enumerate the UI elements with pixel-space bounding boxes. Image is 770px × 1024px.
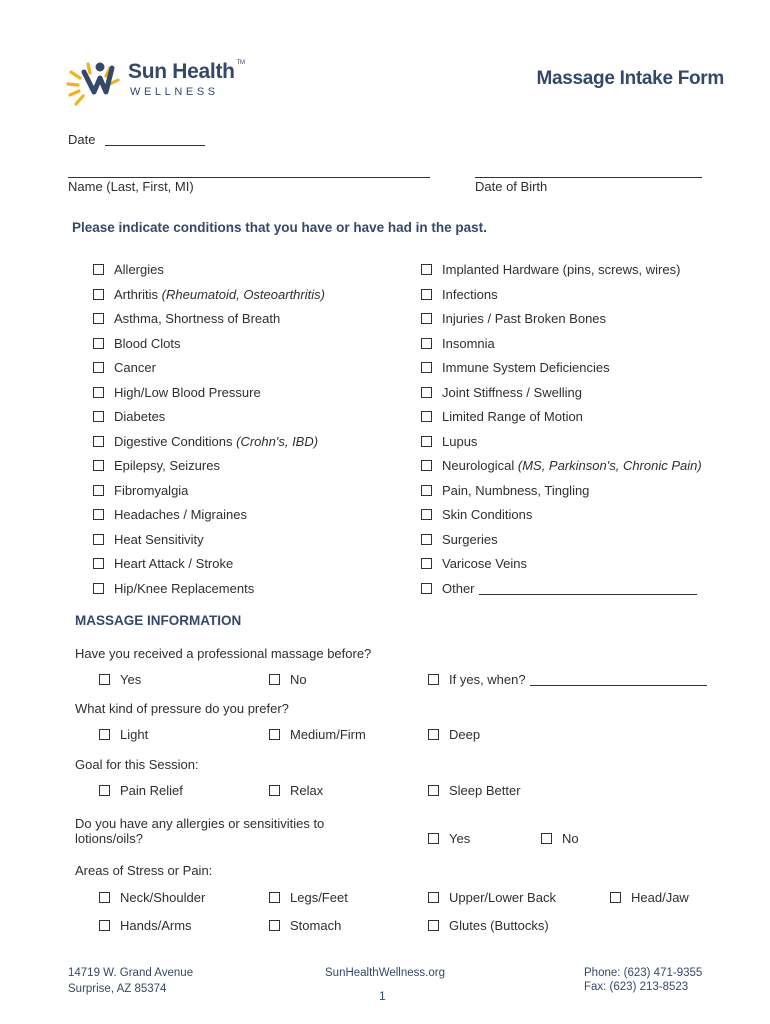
condition-label: Immune System Deficiencies [442, 360, 610, 375]
checkbox-icon[interactable] [421, 313, 432, 324]
checkbox-icon[interactable] [421, 289, 432, 300]
condition-label: Insomnia [442, 335, 495, 351]
checkbox-condition-right-9[interactable] [421, 483, 589, 498]
condition-label: Surgeries [442, 531, 498, 547]
condition-label: Lupus [442, 433, 478, 449]
condition-label: Joint Stiffness / Swelling [442, 384, 582, 400]
checkbox-massage-when[interactable]: If yes, when? [428, 672, 707, 687]
checkbox-condition-right-1[interactable] [421, 287, 498, 302]
checkbox-icon[interactable] [99, 674, 110, 685]
page-number: 1 [379, 989, 386, 1003]
checkbox-area-legs[interactable]: Legs/Feet [269, 890, 348, 905]
condition-note: (Crohn's, IBD) [236, 433, 319, 449]
checkbox-condition-right-2[interactable] [421, 311, 606, 326]
checkbox-area-glutes[interactable]: Glutes (Buttocks) [428, 918, 549, 933]
checkbox-icon[interactable] [428, 920, 439, 931]
name-label: Name (Last, First, MI) [68, 179, 194, 194]
checkbox-icon[interactable] [610, 892, 621, 903]
condition-label: Fibromyalgia [114, 482, 189, 498]
checkbox-icon[interactable] [93, 411, 104, 422]
checkbox-massage-no[interactable]: No [269, 672, 307, 687]
checkbox-icon[interactable] [421, 460, 432, 471]
condition-label: Skin Conditions [442, 507, 533, 522]
footer-address-line2: Surprise, AZ 85374 [68, 983, 167, 995]
checkbox-condition-right-5[interactable] [421, 385, 582, 400]
checkbox-icon[interactable] [269, 920, 280, 931]
condition-label: Neurological [442, 458, 518, 473]
condition-label: Epilepsy, Seizures [114, 458, 220, 473]
checkbox-area-head[interactable]: Head/Jaw [610, 890, 689, 905]
checkbox-pressure-light[interactable]: Light [99, 727, 148, 742]
checkbox-icon[interactable] [428, 785, 439, 796]
checkbox-condition-left-0[interactable] [93, 262, 164, 277]
date-blank[interactable] [105, 145, 205, 146]
checkbox-pressure-medium[interactable]: Medium/Firm [269, 727, 366, 742]
condition-label: Injuries / Past Broken Bones [442, 311, 607, 326]
checkbox-icon[interactable] [93, 387, 104, 398]
checkbox-icon[interactable] [428, 892, 439, 903]
dob-field-line[interactable] [475, 177, 702, 178]
q-areas: Areas of Stress or Pain: [75, 863, 213, 878]
checkbox-icon[interactable] [421, 509, 432, 520]
condition-label: Heart Attack / Stroke [114, 556, 234, 571]
checkbox-area-stomach[interactable]: Stomach [269, 918, 341, 933]
checkbox-massage-yes[interactable]: Yes [99, 672, 141, 687]
checkbox-area-back[interactable]: Upper/Lower Back [428, 890, 556, 905]
condition-label: Pain, Numbness, Tingling [442, 482, 590, 498]
checkbox-icon[interactable] [93, 436, 104, 447]
checkbox-icon[interactable] [99, 729, 110, 740]
when-blank[interactable] [530, 685, 707, 686]
date-label: Date [68, 132, 96, 147]
logo [66, 58, 266, 108]
checkbox-condition-right-4[interactable] [421, 360, 610, 375]
checkbox-condition-left-7[interactable] [93, 434, 318, 449]
checkbox-icon[interactable] [428, 729, 439, 740]
condition-label: Blood Clots [114, 335, 181, 351]
checkbox-pressure-deep[interactable]: Deep [428, 727, 480, 742]
checkbox-icon[interactable] [269, 785, 280, 796]
checkbox-icon[interactable] [541, 833, 552, 844]
checkbox-icon[interactable] [421, 485, 432, 496]
q-allergies-line2: lotions/oils? [75, 831, 143, 846]
condition-label: Allergies [114, 262, 164, 277]
condition-label: Implanted Hardware (pins, screws, wires) [442, 262, 681, 277]
checkbox-icon[interactable] [269, 674, 280, 685]
condition-note: (MS, Parkinson's, Chronic Pain) [517, 458, 702, 473]
checkbox-icon[interactable] [421, 264, 432, 275]
condition-note: (Rheumatoid, Osteoarthritis) [161, 286, 325, 302]
checkbox-condition-left-2[interactable] [93, 311, 280, 326]
checkbox-condition-left-3[interactable] [93, 336, 180, 351]
checkbox-icon[interactable] [421, 436, 432, 447]
trademark-mark: TM [236, 60, 245, 66]
checkbox-area-hands[interactable]: Hands/Arms [99, 918, 192, 933]
checkbox-icon[interactable] [421, 387, 432, 398]
condition-label: Infections [442, 286, 498, 302]
footer-address-line1: 14719 W. Grand Avenue [68, 967, 194, 979]
checkbox-condition-right-12[interactable] [421, 556, 527, 571]
checkbox-icon[interactable] [99, 785, 110, 796]
checkbox-condition-left-9[interactable] [93, 483, 188, 498]
checkbox-icon[interactable] [93, 313, 104, 324]
checkbox-condition-left-6[interactable] [93, 409, 165, 424]
condition-label: Limited Range of Motion [442, 409, 583, 424]
footer-website[interactable]: SunHealthWellness.org [325, 967, 445, 979]
footer-fax: Fax: (623) 213-8523 [584, 981, 689, 993]
checkbox-icon[interactable] [93, 362, 104, 373]
logo-text-sun-health: Sun Health ™ [128, 60, 245, 83]
q-pressure: What kind of pressure do you prefer? [75, 701, 289, 716]
checkbox-icon[interactable] [99, 892, 110, 903]
checkbox-condition-right-0[interactable] [421, 262, 680, 277]
checkbox-icon[interactable] [421, 362, 432, 373]
checkbox-condition-left-12[interactable] [93, 556, 233, 571]
condition-label: Hip/Knee Replacements [114, 580, 255, 596]
checkbox-icon[interactable] [93, 583, 104, 594]
checkbox-condition-left-4[interactable] [93, 360, 156, 375]
checkbox-icon[interactable] [421, 411, 432, 422]
condition-label: Arthritis [114, 286, 162, 302]
condition-label: Varicose Veins [442, 556, 528, 571]
massage-info-heading: MASSAGE INFORMATION [75, 613, 242, 628]
checkbox-area-neck[interactable]: Neck/Shoulder [99, 890, 205, 905]
condition-label: Headaches / Migraines [114, 507, 247, 522]
name-field-line[interactable] [68, 177, 430, 178]
dob-label: Date of Birth [475, 179, 548, 194]
checkbox-icon[interactable] [269, 892, 280, 903]
checkbox-icon[interactable] [269, 729, 280, 740]
checkbox-icon[interactable] [421, 558, 432, 569]
other-blank[interactable] [479, 594, 697, 595]
sun-health-logo-icon [66, 58, 128, 108]
form-title: Massage Intake Form [536, 68, 724, 89]
checkbox-goal-sleep[interactable]: Sleep Better [428, 783, 521, 798]
checkbox-icon[interactable] [421, 338, 432, 349]
checkbox-icon[interactable] [99, 920, 110, 931]
checkbox-icon[interactable] [93, 460, 104, 471]
condition-label: Heat Sensitivity [114, 531, 204, 547]
condition-label: Digestive Conditions [114, 433, 237, 449]
condition-label: Diabetes [114, 409, 166, 424]
q-goal: Goal for this Session: [75, 757, 199, 772]
checkbox-goal-relax[interactable]: Relax [269, 783, 323, 798]
checkbox-condition-left-10[interactable] [93, 507, 247, 522]
checkbox-icon[interactable] [93, 558, 104, 569]
conditions-heading: Please indicate conditions that you have or have had in the past. [72, 220, 487, 235]
checkbox-condition-right-11[interactable] [421, 532, 498, 547]
date-field[interactable] [68, 132, 205, 147]
checkbox-icon[interactable] [421, 534, 432, 545]
checkbox-condition-right-8[interactable] [421, 458, 702, 473]
checkbox-condition-right-7[interactable] [421, 434, 477, 449]
checkbox-icon[interactable] [93, 534, 104, 545]
checkbox-allergies-yes[interactable]: Yes [428, 831, 470, 846]
checkbox-condition-left-13[interactable] [93, 581, 254, 596]
checkbox-condition-left-11[interactable] [93, 532, 204, 547]
checkbox-icon[interactable] [93, 264, 104, 275]
checkbox-icon[interactable] [93, 289, 104, 300]
checkbox-allergies-no[interactable]: No [541, 831, 579, 846]
checkbox-condition-right-13[interactable] [421, 581, 697, 596]
checkbox-condition-left-8[interactable] [93, 458, 220, 473]
footer-phone: Phone: (623) 471-9355 [584, 967, 703, 979]
logo-text-wellness: WELLNESS [130, 86, 219, 98]
checkbox-icon[interactable] [421, 583, 432, 594]
checkbox-condition-right-10[interactable] [421, 507, 532, 522]
condition-label: Asthma, Shortness of Breath [114, 311, 281, 326]
q-previous-massage: Have you received a professional massage before? [75, 646, 372, 661]
checkbox-icon[interactable] [93, 485, 104, 496]
checkbox-condition-right-6[interactable] [421, 409, 583, 424]
checkbox-goal-pain-relief[interactable]: Pain Relief [99, 783, 183, 798]
condition-label: Other [442, 580, 475, 596]
checkbox-condition-right-3[interactable] [421, 336, 495, 351]
checkbox-condition-left-5[interactable] [93, 385, 261, 400]
checkbox-icon[interactable] [93, 338, 104, 349]
checkbox-condition-left-1[interactable] [93, 287, 325, 302]
checkbox-icon[interactable] [428, 833, 439, 844]
checkbox-icon[interactable] [93, 509, 104, 520]
condition-label: High/Low Blood Pressure [114, 384, 261, 400]
checkbox-icon[interactable] [428, 674, 439, 685]
condition-label: Cancer [114, 360, 156, 375]
q-allergies-line1: Do you have any allergies or sensitivities to [75, 816, 325, 831]
